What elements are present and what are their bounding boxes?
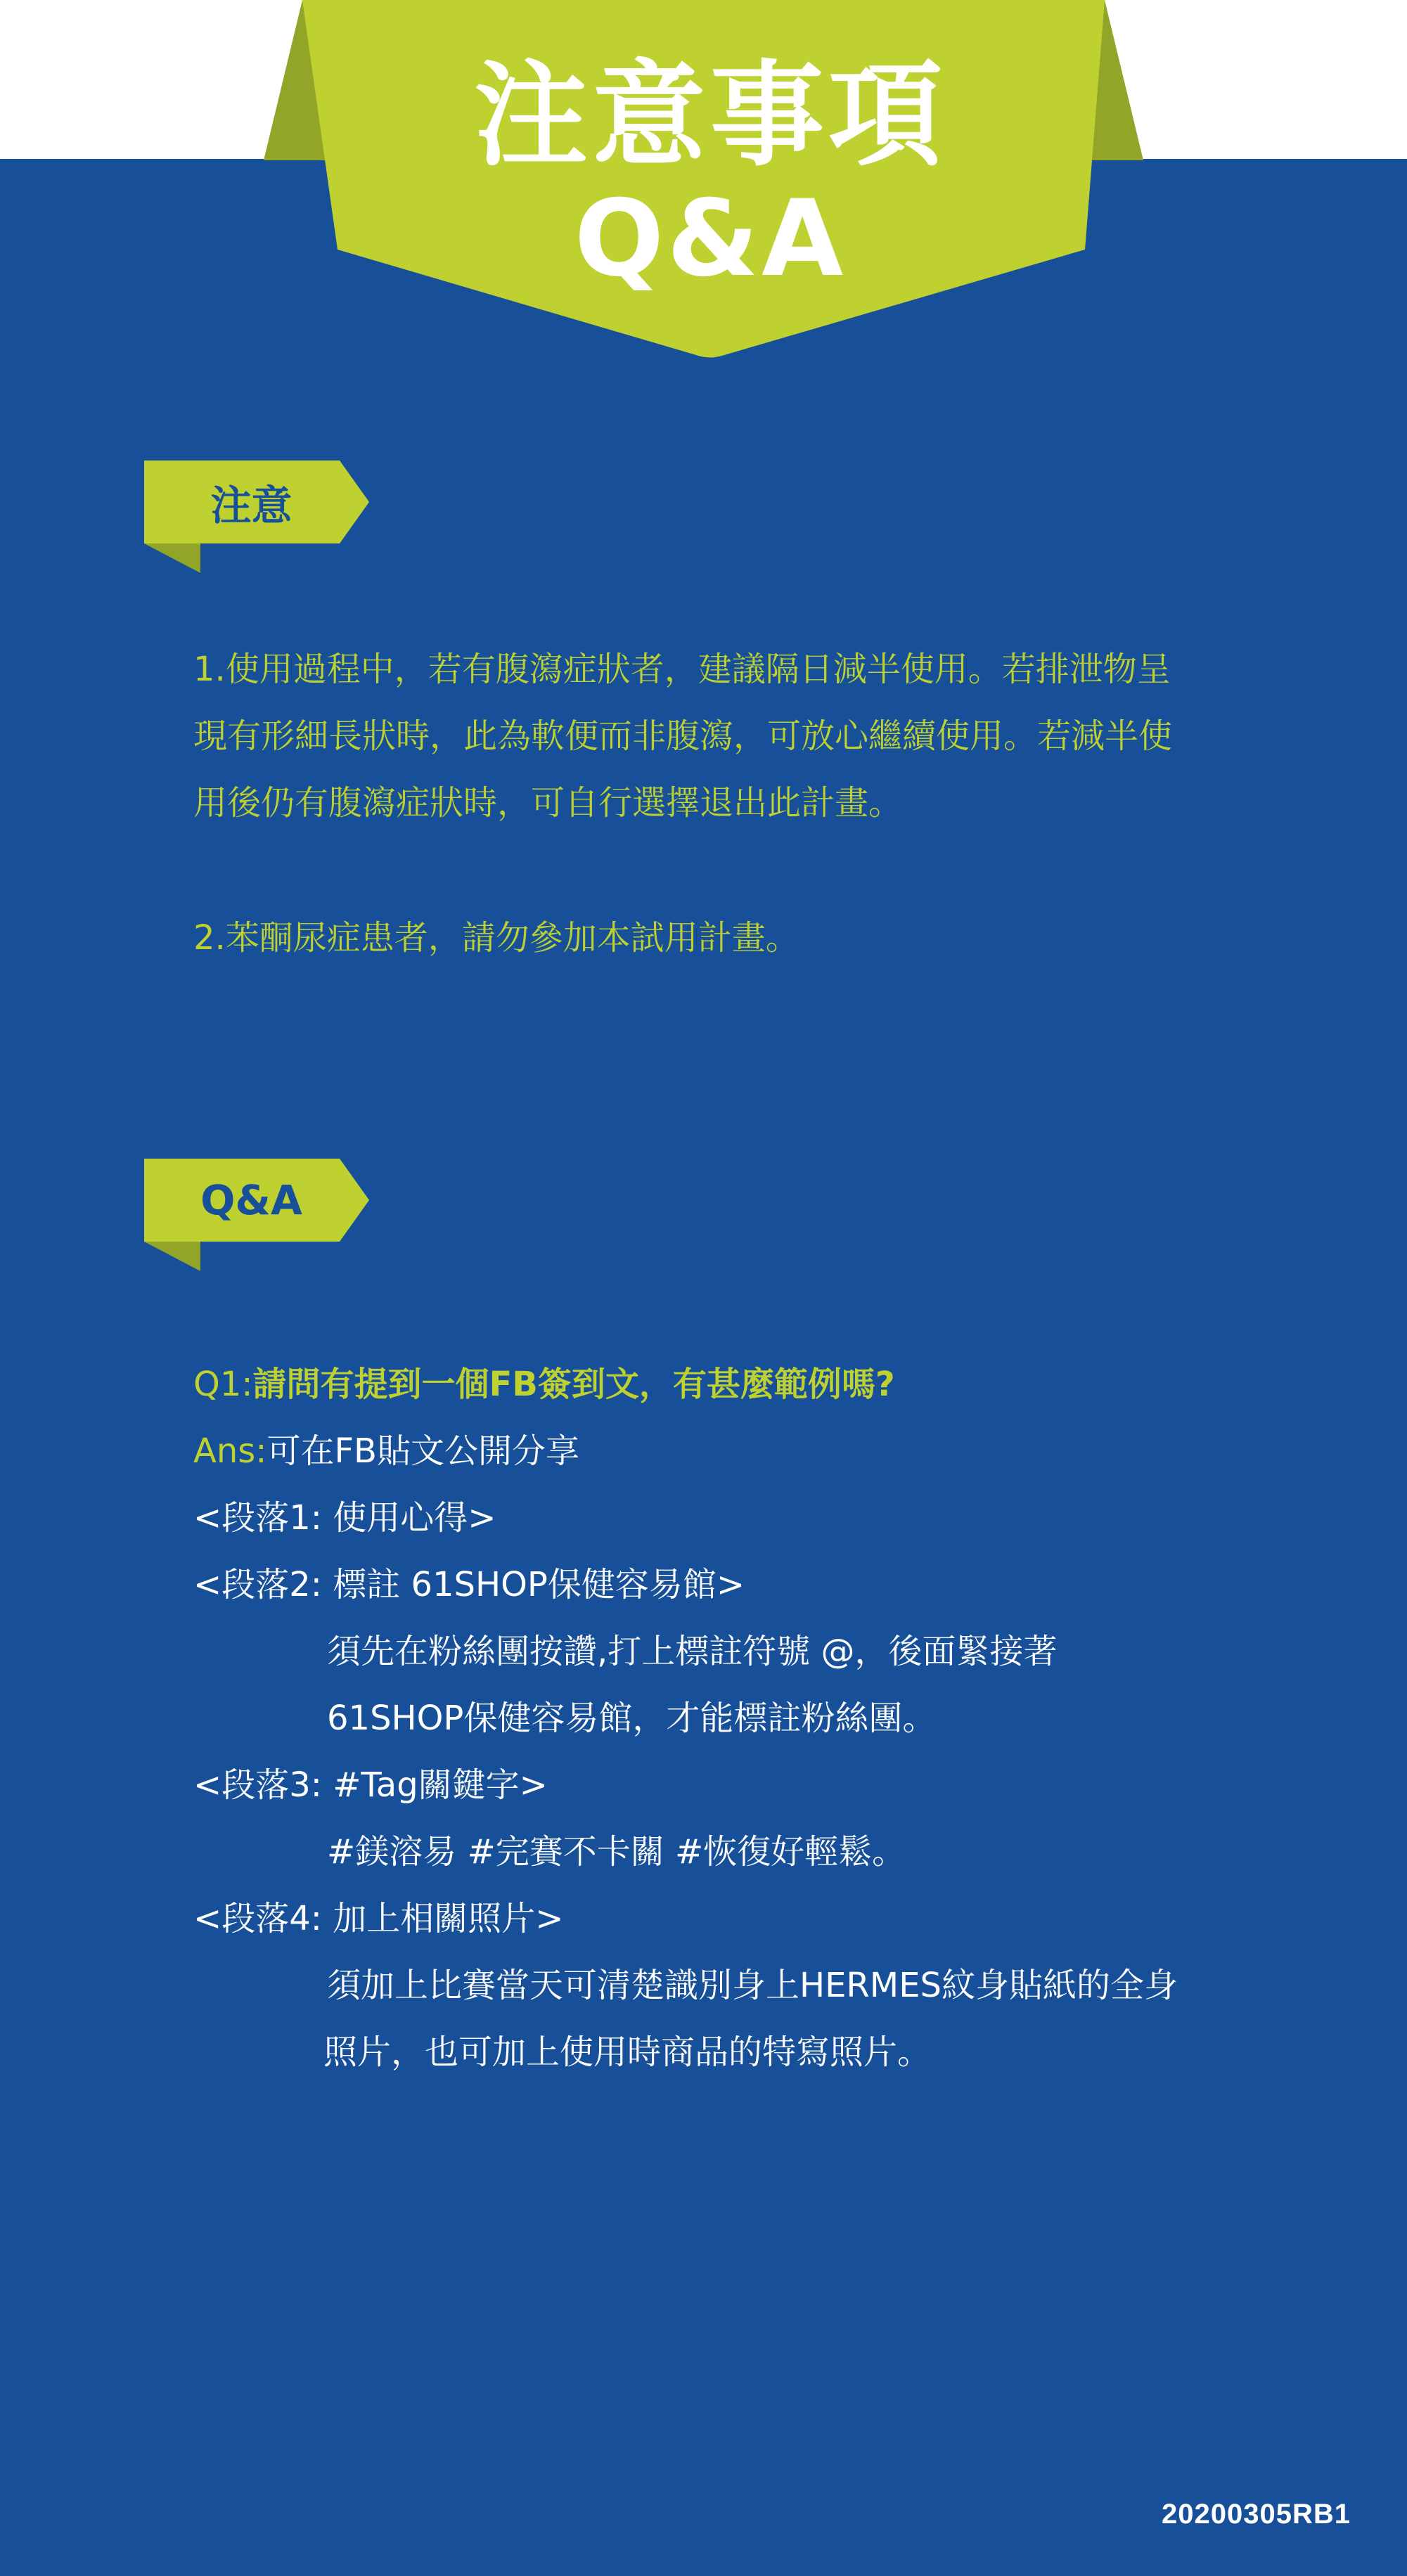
paragraph-2-detail-line-2: 61SHOP保健容易館，才能標註粉絲團。: [327, 1699, 937, 1738]
question-text: 請問有提到一個FB簽到文，有甚麼範例嗎?: [252, 1365, 895, 1404]
notice-item-2: 2.苯酮尿症患者，請勿參加本試用計畫。: [193, 918, 799, 958]
notice-item-1-line-2: 現有形細長狀時，此為軟便而非腹瀉，可放心繼續使用。若減半使: [193, 716, 1173, 756]
notice-section-tag: [144, 461, 369, 573]
question-prefix: Q1:: [193, 1365, 253, 1404]
answer-text: 可在FB貼文公開分享: [266, 1431, 579, 1471]
qa-section-tag: [144, 1159, 369, 1271]
paragraph-3-heading: <段落3: #Tag關鍵字>: [193, 1765, 548, 1805]
paragraph-3-detail: #鎂溶易 #完賽不卡關 #恢復好輕鬆。: [327, 1832, 906, 1872]
answer-1: [193, 1418, 579, 1485]
banner-title-line1: 注意事項: [474, 50, 946, 182]
paragraph-2-heading: <段落2: 標註 61SHOP保健容易館>: [193, 1565, 745, 1604]
paragraph-4-detail-line-1: 須加上比賽當天可清楚識別身上HERMES紋身貼紙的全身: [327, 1966, 1178, 2005]
notice-item-1-line-1: 1.使用過程中，若有腹瀉症狀者，建議隔日減半使用。若排泄物呈: [193, 650, 1171, 689]
paragraph-2-detail-line-1: 須先在粉絲團按讚,打上標註符號 @，後面緊接著: [327, 1632, 1058, 1671]
qa-tag-label: Q&A: [200, 1176, 302, 1224]
answer-prefix: Ans:: [193, 1431, 267, 1471]
banner-title-line2: Q&A: [574, 178, 847, 300]
paragraph-4-heading: <段落4: 加上相關照片>: [193, 1899, 564, 1938]
document-code: 20200305RB1: [1162, 2499, 1351, 2530]
notice-tag-label: 注意: [210, 482, 293, 529]
question-1: [193, 1351, 895, 1418]
paragraph-4-detail-line-2: 照片，也可加上使用時商品的特寫照片。: [323, 2033, 932, 2072]
paragraph-1-heading: <段落1: 使用心得>: [193, 1498, 496, 1538]
notice-item-1-line-3: 用後仍有腹瀉症狀時，可自行選擇退出此計畫。: [193, 783, 903, 823]
